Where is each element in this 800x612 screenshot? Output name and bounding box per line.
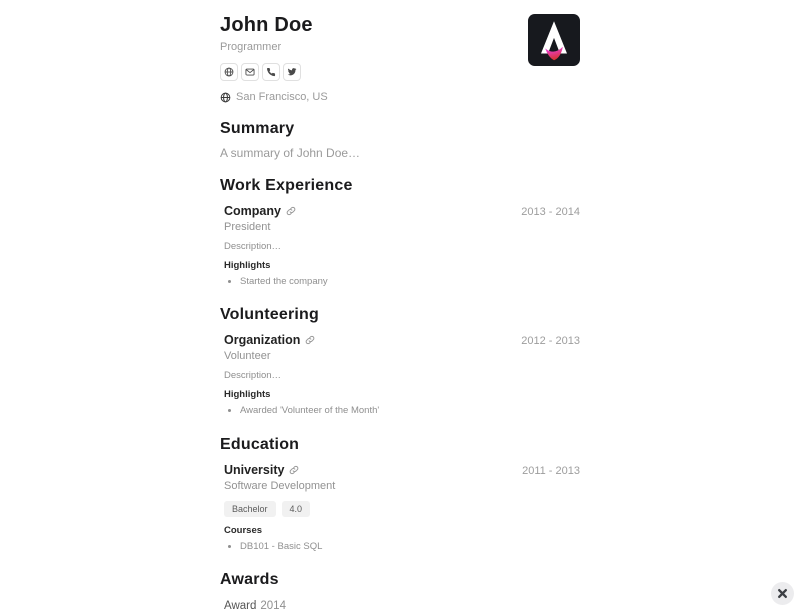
summary-title: Summary bbox=[220, 120, 295, 137]
globe-icon bbox=[224, 67, 234, 77]
education-entry bbox=[220, 463, 580, 554]
gpa-badge: 4.0 bbox=[282, 501, 311, 517]
course-item: • DB101 - Basic SQL bbox=[240, 540, 580, 554]
courses-list bbox=[224, 540, 580, 554]
link-icon[interactable] bbox=[286, 206, 296, 216]
volunteer-entry-dates: 2012 - 2013 bbox=[521, 335, 580, 348]
work-entry-position: President bbox=[224, 221, 271, 233]
award-date: 2014 bbox=[260, 599, 286, 612]
volunteer-highlights-label: Highlights bbox=[224, 389, 271, 401]
degree-badge: Bachelor bbox=[224, 501, 276, 517]
university-name: University bbox=[224, 462, 285, 477]
organization-name: Organization bbox=[224, 333, 301, 348]
work-entry-head bbox=[224, 204, 580, 218]
email-link-button[interactable] bbox=[241, 63, 259, 81]
education-area: Software Development bbox=[224, 479, 336, 492]
volunteer-entry bbox=[220, 333, 580, 418]
volunteer-entry-position: Volunteer bbox=[224, 350, 271, 363]
volunteer-entry-head bbox=[224, 333, 580, 347]
work-title: Work Experience bbox=[220, 177, 353, 194]
volunteering-title: Volunteering bbox=[220, 306, 319, 324]
link-icon[interactable] bbox=[289, 465, 299, 475]
person-role: Programmer bbox=[220, 41, 282, 53]
awards-title: Awards bbox=[220, 570, 279, 588]
work-highlights-list bbox=[224, 275, 580, 289]
close-icon bbox=[777, 588, 788, 599]
website-link-button[interactable] bbox=[220, 63, 238, 81]
work-entry bbox=[220, 204, 580, 289]
section-volunteering bbox=[220, 306, 580, 418]
section-summary bbox=[220, 120, 580, 160]
location-text: San Francisco, US bbox=[236, 91, 328, 103]
close-widget-button[interactable] bbox=[771, 582, 794, 605]
company-name: Company bbox=[224, 204, 281, 218]
education-entry-dates: 2011 - 2013 bbox=[522, 464, 580, 477]
award-title: Award bbox=[224, 599, 257, 612]
twitter-icon bbox=[287, 67, 297, 77]
award-entry bbox=[220, 600, 580, 612]
social-links bbox=[220, 63, 328, 81]
section-education bbox=[220, 436, 580, 554]
volunteer-highlight-item: • Awarded 'Volunteer of the Month' bbox=[240, 404, 580, 418]
header-identity bbox=[220, 14, 328, 103]
resume-page bbox=[220, 0, 580, 612]
summary-text: A summary of John Doe… bbox=[220, 146, 361, 160]
location-line bbox=[220, 91, 328, 103]
section-work-experience bbox=[220, 177, 580, 289]
work-entry-description: Description… bbox=[224, 241, 282, 252]
work-entry-dates: 2013 - 2014 bbox=[521, 206, 580, 218]
twitter-link-button[interactable] bbox=[283, 63, 301, 81]
resume-header bbox=[220, 14, 580, 103]
phone-link-button[interactable] bbox=[262, 63, 280, 81]
work-highlights-label: Highlights bbox=[224, 260, 271, 271]
volunteer-entry-name-row bbox=[224, 333, 315, 347]
work-highlight-item: • Started the company bbox=[240, 275, 580, 289]
courses-label: Courses bbox=[224, 524, 263, 536]
education-title: Education bbox=[220, 435, 300, 453]
link-icon[interactable] bbox=[305, 335, 315, 345]
volunteer-highlights-list bbox=[224, 404, 580, 418]
person-name: John Doe bbox=[220, 14, 313, 36]
education-entry-head bbox=[224, 463, 580, 477]
volunteer-entry-description: Description… bbox=[224, 370, 282, 382]
email-icon bbox=[245, 67, 255, 77]
section-awards bbox=[220, 571, 580, 612]
education-badges bbox=[224, 501, 580, 517]
globe-location-icon bbox=[220, 92, 231, 103]
phone-icon bbox=[266, 67, 276, 77]
education-entry-name-row bbox=[224, 463, 299, 477]
work-entry-name-row bbox=[224, 204, 296, 218]
astro-logo bbox=[528, 14, 580, 66]
